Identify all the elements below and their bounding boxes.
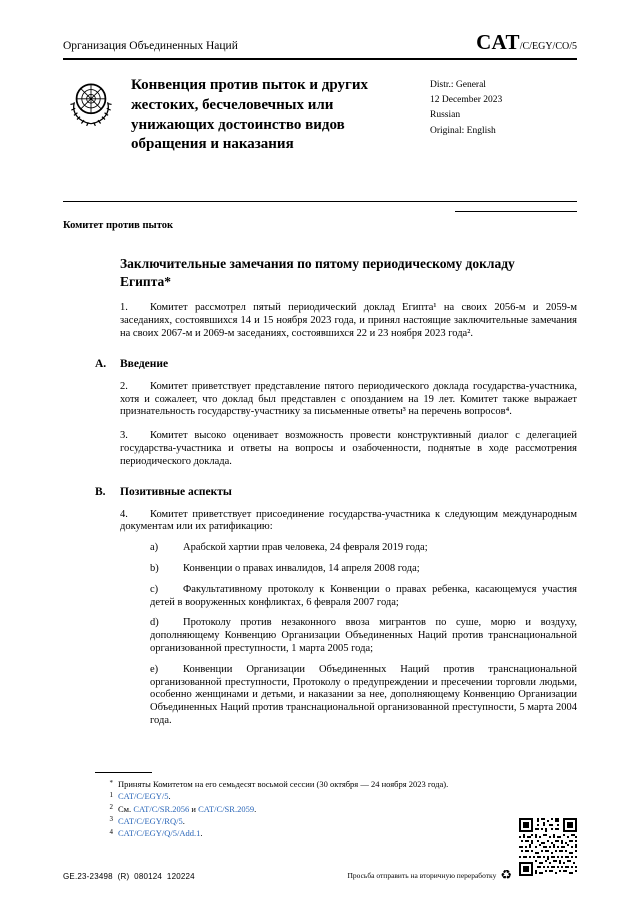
masthead [63, 60, 577, 201]
paragraph-number: 4. [120, 508, 128, 520]
footnote-text: . [200, 828, 203, 839]
list-item-e [150, 664, 577, 728]
page-header [63, 30, 577, 55]
section-title: Введение [120, 357, 169, 370]
footnote-4 [95, 827, 577, 839]
recycle-note [348, 869, 513, 882]
treaty-title: Конвенция против пыток и других жестоких, бесчеловечных или унижающих достоинство видов обращения и наказания [131, 77, 368, 153]
date-line: 12 December 2023 [430, 95, 503, 106]
list-item-label: a) [150, 542, 159, 554]
list-item-text: Конвенции о правах инвалидов, 14 апреля 2008 года; [183, 563, 420, 574]
paragraph-number: 3. [120, 430, 128, 442]
qr-code [519, 818, 577, 876]
paragraph-text: Комитет рассмотрел пятый периодический доклад Египта¹ на своих 2056-м и 2059-м заседаниях, состоявшихся 14 и 15 ноября 2023 года, и принял настоящие заключительные замечания на своих 2067-м и 2069-м заседаниях, состоявшихся 22 и 23 ноября 2023 года². [120, 302, 577, 340]
list-item-label: b) [150, 563, 159, 574]
footnote-text: и [189, 803, 199, 814]
paragraph-text: Комитет приветствует представление пятого периодического доклада государства-участника, хотя и сожалеет, что доклад был представлен с опозданием на 19 лет. Комитет также выражает признательность государству-участнику за письменные ответы³ на перечень вопросов⁴. [120, 380, 577, 418]
footnote-text: Приняты Комитетом на его семьдесят восьмой сессии (30 октября — 24 ноября 2023 года). [118, 779, 449, 789]
list-item-text: Протоколу против незаконного ввоза мигрантов по суше, морю и воздуху, дополняющему Конвенцию Организации Объединенных Наций против транснациональной организованной преступности, 1 марта 2005 года; [150, 617, 577, 654]
masthead-rule [63, 201, 577, 202]
footnote-text: См. [118, 803, 134, 814]
list-item-text: Конвенции Организации Объединенных Наций против транснациональной организованной преступности, Протоколу о предупреждении и пресечении торговли людьми, особенно женщинами и детьми, и наказании за нее, дополняющему Конвенцию Организации Объединенных Наций против транснациональной организованной преступности, 5 марта 2004 года. [150, 663, 577, 726]
recycle-text: Просьба отправить на вторичную переработку [347, 871, 497, 880]
committee-name: Комитет против пыток [63, 220, 174, 231]
distr-line: Distr.: General [430, 80, 486, 90]
footnote-link[interactable]: CAT/C/SR.2059 [198, 803, 255, 814]
footnote-marker: * [109, 778, 113, 787]
paragraph-number: 1. [120, 302, 128, 314]
footnote-separator [95, 772, 152, 773]
footnote-link[interactable]: CAT/C/SR.2056 [133, 803, 190, 814]
footnote-link[interactable]: CAT/C/EGY/5 [118, 791, 169, 802]
footnote-marker: 3 [109, 815, 113, 824]
footnote-marker: 2 [109, 803, 113, 812]
un-emblem-icon [63, 76, 119, 132]
paragraph-text: Комитет высоко оценивает возможность провести конструктивный диалог с делегацией государства-участника и ответы на вопросы и озабоченности, поднятые в ходе рассмотрения периодического доклада. [120, 430, 577, 467]
distribution-block [430, 76, 502, 139]
original-language-line: Original: English [430, 125, 496, 136]
section-b-heading [95, 486, 577, 498]
footnote-link[interactable]: CAT/C/EGY/Q/5/Add.1 [118, 828, 201, 839]
list-item-d [150, 617, 577, 655]
ge-document-code: GE.23-23498 (R) 080124 120224 [63, 872, 195, 881]
paragraph-4 [120, 509, 577, 535]
document-symbol-suffix: /C/EGY/CO/5 [519, 41, 577, 52]
list-item-b [150, 563, 577, 576]
footnote-star [95, 778, 577, 790]
section-title: Позитивные аспекты [120, 485, 232, 498]
section-letter: A. [95, 357, 107, 370]
section-a-heading [95, 358, 577, 370]
recycle-icon: ♻ [500, 868, 512, 883]
list-item-text: Факультативному протоколу к Конвенции о правах ребенка, касающемуся участия детей в вооруженных конфликтах, 6 февраля 2007 года; [150, 583, 577, 608]
list-item-label: e) [150, 663, 159, 675]
footnote-text: . [182, 815, 185, 826]
footnotes-area [63, 772, 577, 840]
list-item-text: Арабской хартии прав человека, 24 февраля 2019 года; [183, 542, 428, 554]
organization-name: Организация Объединенных Наций [63, 40, 238, 52]
document-symbol-prefix: CAT [476, 30, 520, 54]
list-item-c [150, 584, 577, 610]
document-title: Заключительные замечания по пятому периодическому докладу Египта* [120, 256, 515, 290]
paragraph-3 [120, 430, 577, 468]
language-line: Russian [430, 110, 461, 121]
right-short-rule [455, 211, 577, 212]
paragraph-1 [120, 302, 577, 340]
footnote-3 [95, 815, 577, 827]
list-item-a [150, 542, 577, 555]
paragraph-2 [120, 381, 577, 419]
document-symbol [476, 30, 577, 55]
footnote-marker: 1 [109, 790, 113, 799]
list-item-label: c) [150, 583, 159, 595]
footnote-link[interactable]: CAT/C/EGY/RQ/5 [118, 815, 183, 826]
footnote-text: . [254, 803, 257, 814]
list-item-label: d) [150, 617, 159, 629]
paragraph-text: Комитет приветствует присоединение государства-участника к следующим международным документам или их ратификацию: [120, 508, 577, 533]
footnote-text: . [168, 791, 171, 802]
section-letter: B. [95, 485, 106, 498]
footnote-marker: 4 [109, 827, 113, 836]
footnote-2 [95, 803, 577, 815]
footnote-1 [95, 790, 577, 802]
paragraph-number: 2. [120, 380, 128, 392]
